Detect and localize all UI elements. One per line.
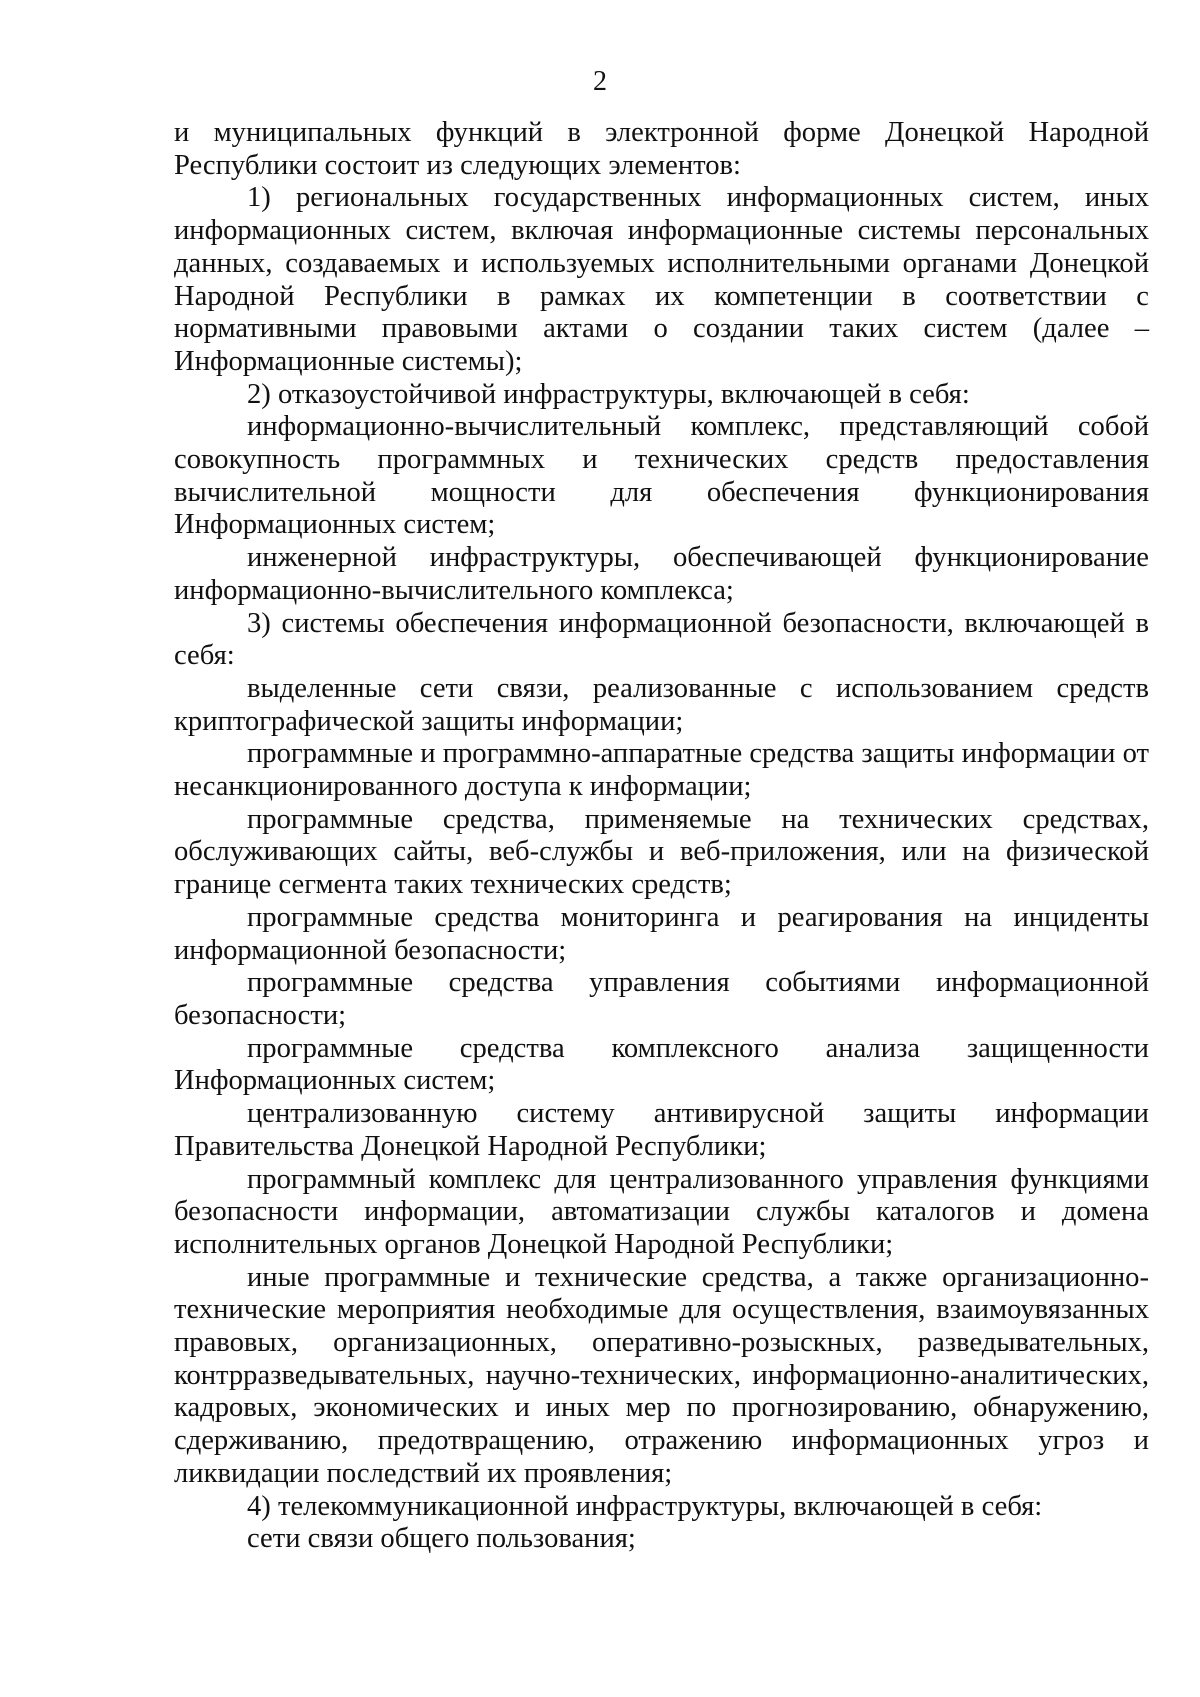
paragraph-item-2-fault-tolerant-infrastructure: 2) отказоустойчивой инфраструктуры, включающей в себя: — [247, 378, 970, 410]
paragraph-engineering-infrastructure: инженерной инфраструктуры, обеспечивающей функционирование информационно-вычислительного комплекса; — [174, 542, 1149, 606]
paragraph-security-analysis: программные средства комплексного анализа защищенности Информационных систем; — [174, 1032, 1149, 1097]
paragraph-dedicated-networks: выделенные сети связи, реализованные с использованием средств криптографической защиты информации; — [174, 672, 1149, 737]
paragraph-item-3-security-system: 3) системы обеспечения информационной безопасности, включающей в себя: — [174, 607, 1149, 672]
document-body — [174, 117, 1149, 1556]
paragraph-access-protection: программные и программно-аппаратные средства защиты информации от несанкционированного доступа к информации; — [174, 738, 1149, 803]
paragraph-event-management: программные средства управления событиями информационной безопасности; — [174, 967, 1149, 1031]
paragraph-item-4-telecom-infrastructure: 4) телекоммуникационной инфраструктуры, включающей в себя: — [247, 1490, 1043, 1522]
paragraph-intro-continuation: и муниципальных функций в электронной форме Донецкой Народной Республики состоит из следующих элементов: — [174, 117, 1149, 181]
paragraph-security-management-complex: программный комплекс для централизованного управления функциями безопасности информации, автоматизации службы каталогов и домена исполнительных органов Донецкой Народной Республики; — [174, 1163, 1149, 1260]
paragraph-other-measures: иные программные и технические средства, а также организационно-технические мероприятия необходимые для осуществления, взаимоувязанных правовых, организационных, оперативно-розыскных, разведывательных, контрразведывательных, научно-технических, информационно-аналитических, кадровых, экономических и иных мер по прогнозированию, обнаружению, сдерживанию, предотвращению, отражению информационных угроз и ликвидации последствий их проявления; — [174, 1261, 1149, 1489]
paragraph-item-1-information-systems: 1) региональных государственных информационных систем, иных информационных систем, включая информационные системы персональных данных, создаваемых и используемых исполнительными органами Донецкой Народной Республики в рамках их компетенции в соответствии с нормативными правовыми актами о создании таких систем (далее – Информационные системы); — [174, 182, 1149, 377]
paragraph-web-protection: программные средства, применяемые на технических средствах, обслуживающих сайты, веб-службы и веб-приложения, или на физической границе сегмента таких технических средств; — [174, 803, 1149, 901]
paragraph-public-networks: сети связи общего пользования; — [247, 1523, 636, 1555]
paragraph-incident-monitoring: программные средства мониторинга и реагирования на инциденты информационной безопасности; — [174, 901, 1149, 966]
paragraph-computing-complex: информационно-вычислительный комплекс, представляющий собой совокупность программных и технических средств предоставления вычислительной мощности для обеспечения функционирования Информационных систем; — [174, 411, 1149, 541]
page-number: 2 — [593, 66, 607, 97]
paragraph-antivirus: централизованную систему антивирусной защиты информации Правительства Донецкой Народной Республики; — [174, 1098, 1149, 1162]
